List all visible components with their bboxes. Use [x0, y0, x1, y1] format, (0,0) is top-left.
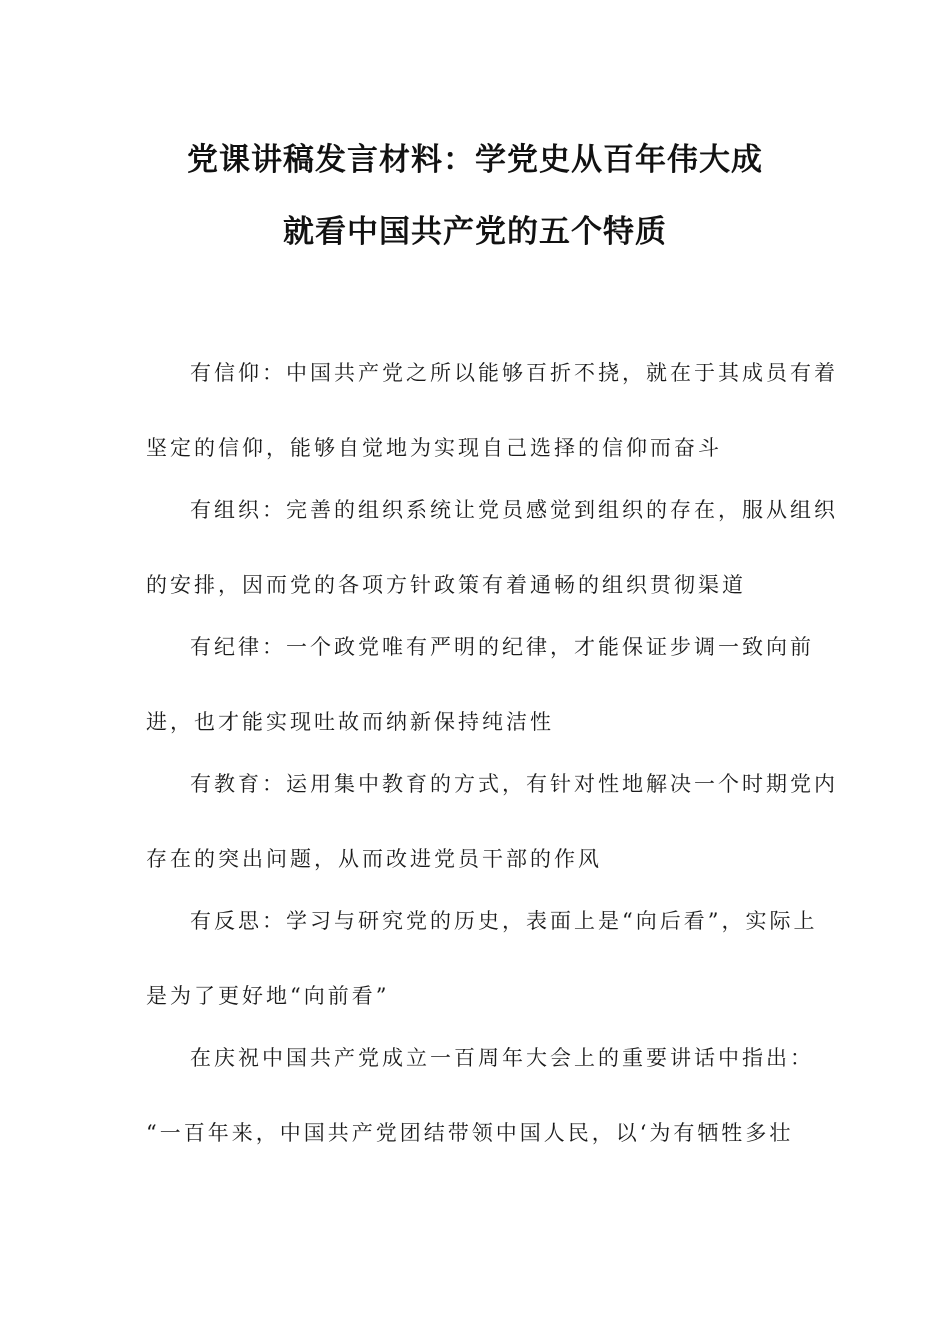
paragraph-line: 有组织：完善的组织系统让党员感觉到组织的存在，服从组织	[190, 498, 838, 522]
paragraph-line: 是为了更好地“向前看”	[146, 984, 390, 1008]
paragraph-line: 有教育：运用集中教育的方式，有针对性地解决一个时期党内	[190, 772, 838, 796]
paragraph-line: 坚定的信仰，能够自觉地为实现自己选择的信仰而奋斗	[146, 436, 722, 460]
paragraph-line: 有纪律：一个政党唯有严明的纪律，才能保证步调一致向前	[190, 635, 814, 659]
paragraph-line: 在庆祝中国共产党成立一百周年大会上的重要讲话中指出：	[190, 1046, 814, 1070]
paragraph-line: 进，也才能实现吐故而纳新保持纯洁性	[146, 710, 554, 734]
paragraph-line: 有信仰：中国共产党之所以能够百折不挠，就在于其成员有着	[190, 361, 838, 385]
document-title-line-1: 党课讲稿发言材料：学党史从百年伟大成	[187, 142, 763, 178]
paragraph-line: 的安排，因而党的各项方针政策有着通畅的组织贯彻渠道	[146, 573, 746, 597]
document-title-line-2: 就看中国共产党的五个特质	[283, 214, 667, 250]
paragraph-line: “一百年来，中国共产党团结带领中国人民，以‘为有牺牲多壮	[146, 1121, 794, 1145]
paragraph-line: 存在的突出问题，从而改进党员干部的作风	[146, 847, 602, 871]
paragraph-line: 有反思：学习与研究党的历史，表面上是“向后看”，实际上	[190, 909, 818, 933]
